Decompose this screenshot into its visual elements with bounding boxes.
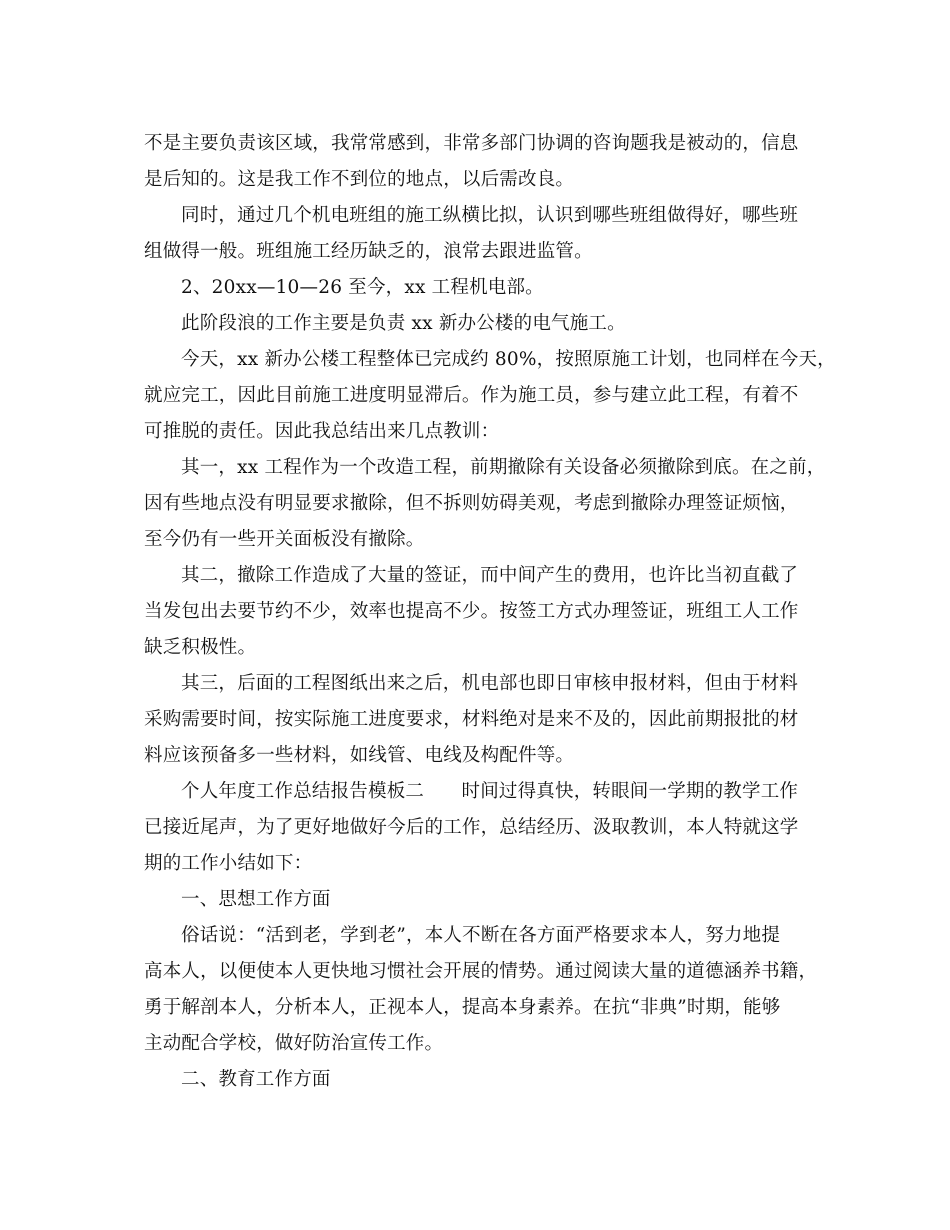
- text-line: 可推脱的责任。因此我总结出来几点教训：: [144, 421, 500, 442]
- text-line: 组做得一般。班组施工经历缺乏的，浪常去跟进监管。: [144, 241, 593, 262]
- section-heading: 二、教育工作方面: [181, 1069, 331, 1090]
- text-line: 俗话说：“活到老，学到老”，本人不断在各方面严格要求本人，努力地提: [181, 925, 781, 946]
- text-line: 此阶段浪的工作主要是负责 xx 新办公楼的电气施工。: [181, 313, 626, 334]
- text-line: 今天，xx 新办公楼工程整体已完成约 80%，按照原施工计划，也同样在今天，: [181, 349, 836, 370]
- text-line: 采购需要时间，按实际施工进度要求，材料绝对是来不及的，因此前期报批的材: [144, 709, 799, 730]
- text-line: 同时，通过几个机电班组的施工纵横比拟，认识到哪些班组做得好，哪些班: [181, 205, 799, 226]
- text-line: 主动配合学校，做好防治宣传工作。: [144, 1033, 444, 1054]
- text-line: 至今仍有一些开关面板没有撤除。: [144, 529, 425, 550]
- text-line: 已接近尾声，为了更好地做好今后的工作，总结经历、汲取教训，本人特就这学: [144, 817, 799, 838]
- text-line: 是后知的。这是我工作不到位的地点，以后需改良。: [144, 169, 575, 190]
- text-line: 当发包出去要节约不少，效率也提高不少。按签工方式办理签证，班组工人工作: [144, 601, 799, 622]
- text-line: 料应该预备多一些材料，如线管、电线及构配件等。: [144, 745, 575, 766]
- document-body: [144, 126, 836, 1098]
- text-line: 就应完工，因此目前施工进度明显滞后。作为施工员，参与建立此工程，有着不: [144, 385, 799, 406]
- section-heading-line: 个人年度工作总结报告模板二 时间过得真快，转眼间一学期的教学工作: [181, 781, 799, 802]
- text-line: 2、20xx—10—26 至今，xx 工程机电部。: [181, 277, 544, 298]
- text-line: 其一，xx 工程作为一个改造工程，前期撤除有关设备必须撤除到底。在之前，: [181, 457, 826, 478]
- text-line: 不是主要负责该区域，我常常感到，非常多部门协调的咨询题我是被动的，信息: [144, 133, 799, 154]
- text-line: 期的工作小结如下：: [144, 853, 313, 874]
- text-line: 高本人，以便使本人更快地习惯社会开展的情势。通过阅读大量的道德涵养书籍，: [144, 961, 818, 982]
- text-line: 缺乏积极性。: [144, 637, 257, 658]
- text-line: 因有些地点没有明显要求撤除，但不拆则妨碍美观，考虑到撤除办理签证烦恼，: [144, 493, 799, 514]
- section-heading: 一、思想工作方面: [181, 889, 331, 910]
- text-line: 其三，后面的工程图纸出来之后，机电部也即日审核申报材料，但由于材料: [181, 673, 799, 694]
- text-line: 勇于解剖本人，分析本人，正视本人，提高本身素养。在抗“非典”时期，能够: [144, 997, 781, 1018]
- text-line: 其二，撤除工作造成了大量的签证，而中间产生的费用，也许比当初直截了: [181, 565, 799, 586]
